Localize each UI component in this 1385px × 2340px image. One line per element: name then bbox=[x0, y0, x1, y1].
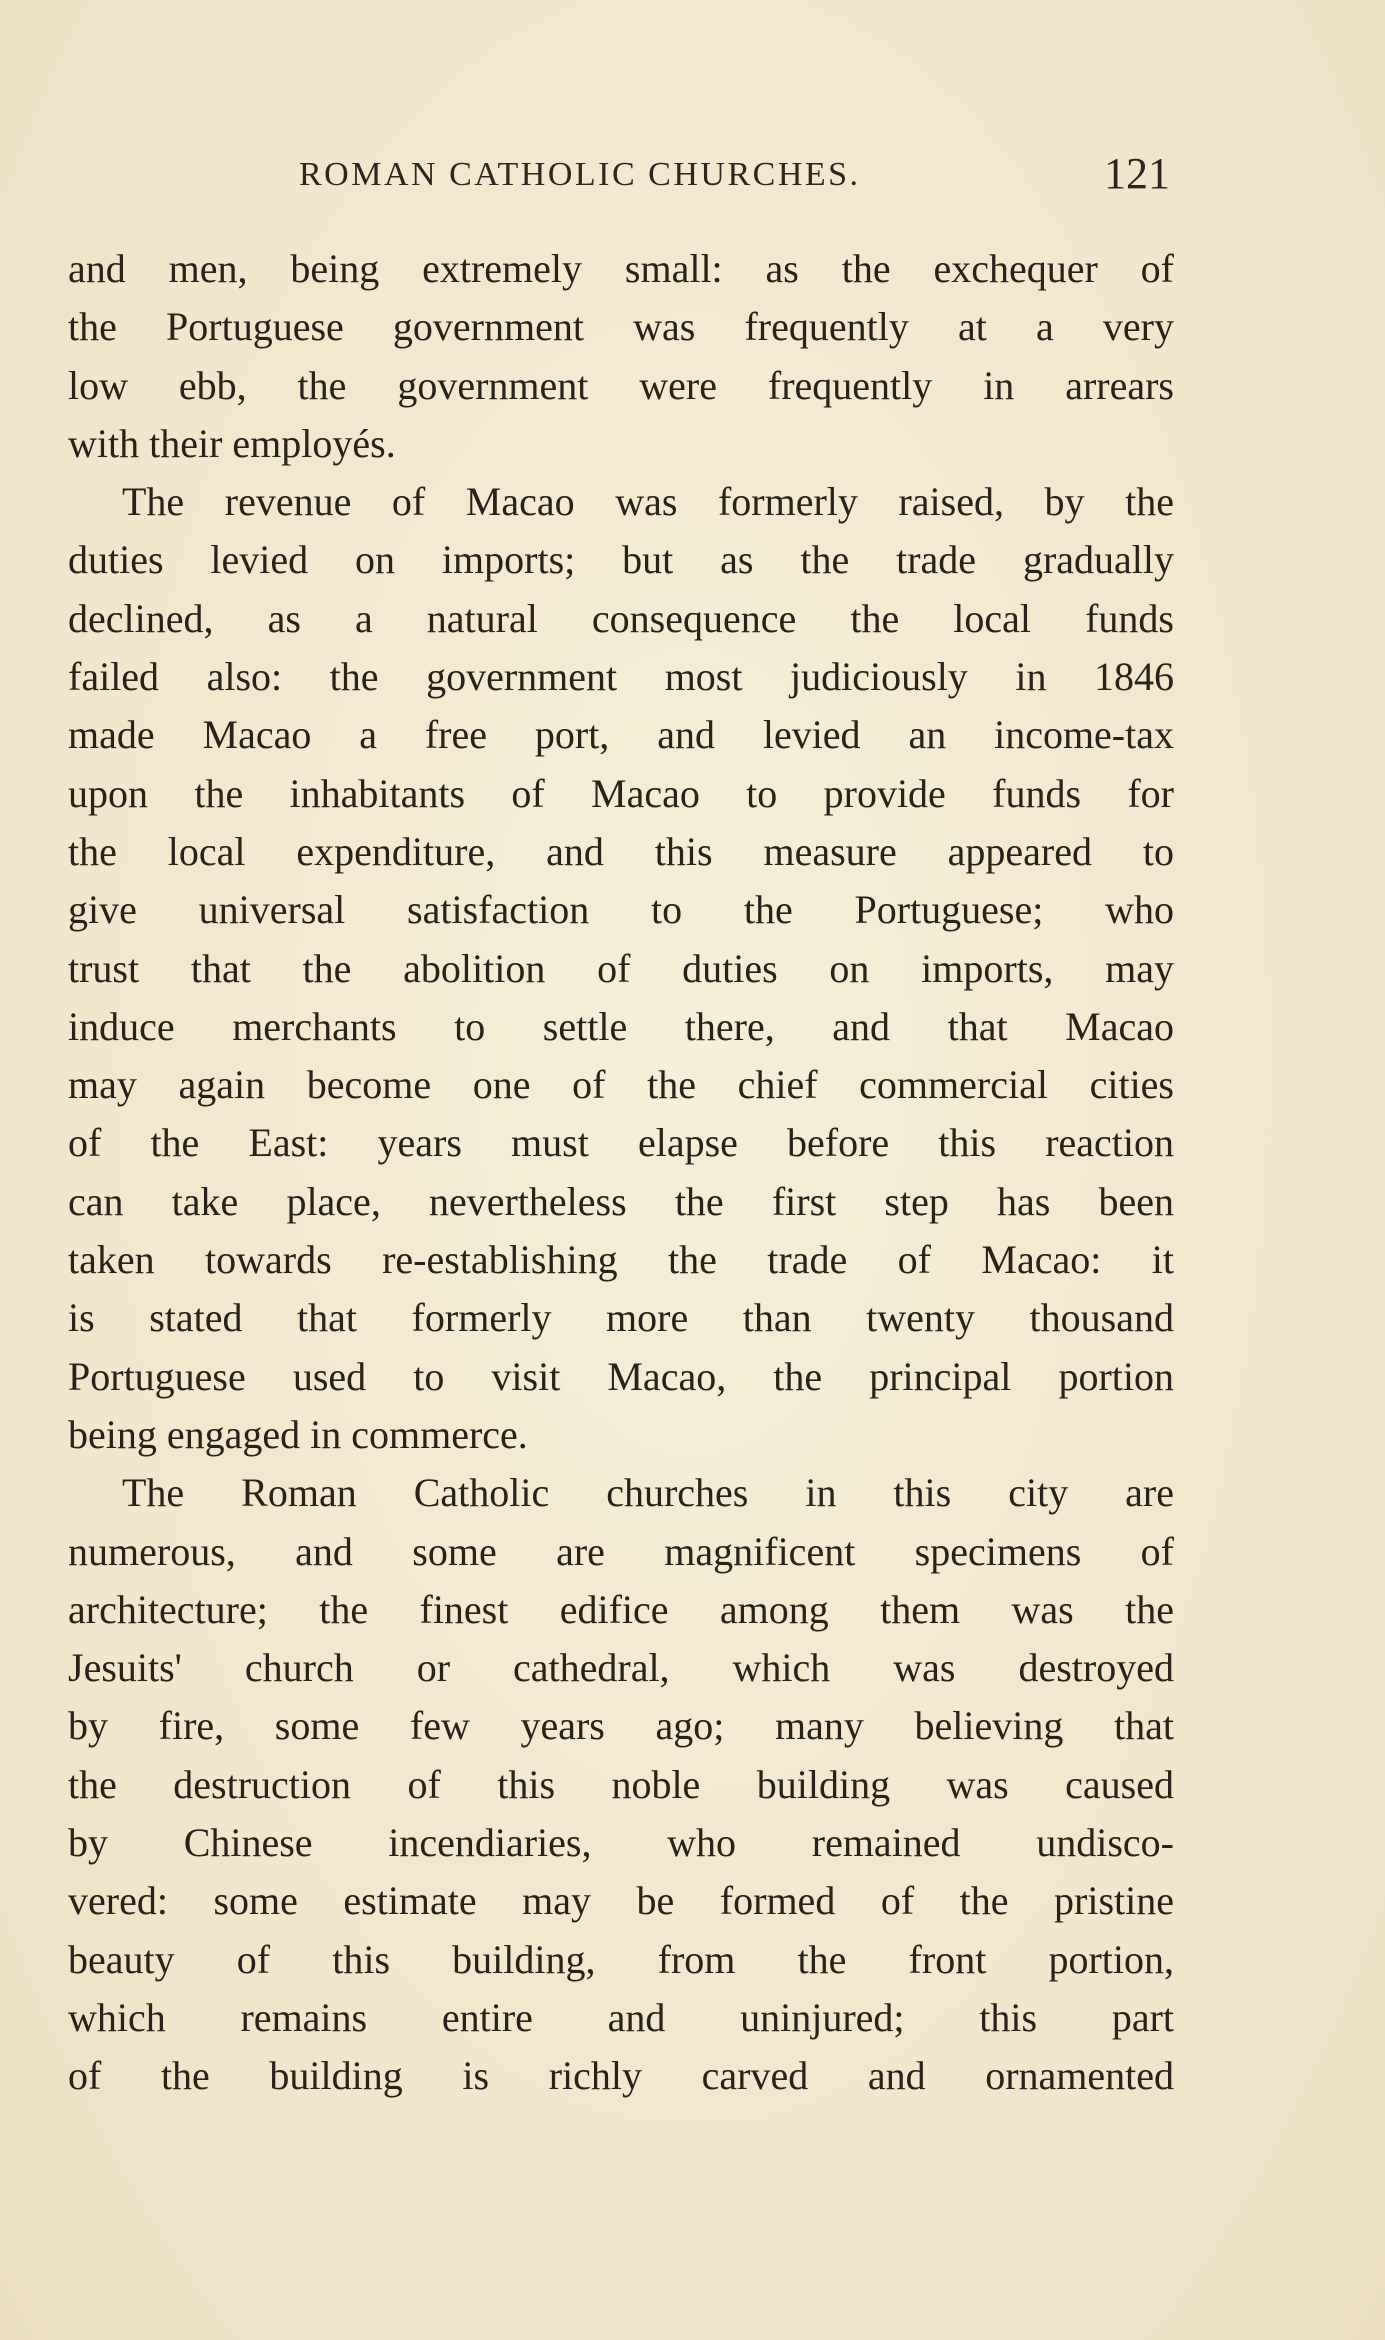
text-line: and men, being extremely small: as the exchequer of bbox=[68, 246, 1174, 291]
running-title: ROMAN CATHOLIC CHURCHES. bbox=[299, 156, 861, 193]
text-line: by fire, some few years ago; many believing that bbox=[68, 1703, 1174, 1749]
text-line: declined, as a natural consequence the local funds bbox=[68, 595, 1174, 641]
page-number: 121 bbox=[1104, 149, 1170, 198]
text-line: being engaged in commerce. bbox=[68, 1411, 528, 1457]
text-line: made Macao a free port, and levied an income-tax bbox=[68, 712, 1174, 758]
text-line: The revenue of Macao was formerly raised, by the bbox=[122, 479, 1174, 525]
text-line: give universal satisfaction to the Portuguese; who bbox=[68, 887, 1174, 933]
text-line: Jesuits' church or cathedral, which was destroyed bbox=[68, 1645, 1174, 1691]
text-line: of the East: years must elapse before this reaction bbox=[68, 1120, 1174, 1166]
text-line: vered: some estimate may be formed of the pristine bbox=[68, 1878, 1174, 1924]
text-line: low ebb, the government were frequently in arrears bbox=[68, 362, 1174, 408]
text-line: failed also: the government most judiciously in 1846 bbox=[68, 654, 1174, 700]
text-line: which remains entire and uninjured; this part bbox=[68, 1994, 1174, 2040]
text-line: induce merchants to settle there, and that Macao bbox=[68, 1003, 1174, 1049]
text-line: trust that the abolition of duties on imports, may bbox=[68, 945, 1174, 991]
text-line: with their employés. bbox=[68, 420, 396, 466]
text-line: by Chinese incendiaries, who remained undisco- bbox=[68, 1820, 1174, 1866]
text-line: the Portuguese government was frequently at a very bbox=[68, 304, 1174, 350]
text-line: of the building is richly carved and ornamented bbox=[68, 2053, 1174, 2099]
running-head bbox=[68, 148, 1170, 208]
text-line: numerous, and some are magnificent specimens of bbox=[68, 1528, 1174, 1574]
text-line: may again become one of the chief commercial cities bbox=[68, 1062, 1174, 1108]
text-line: beauty of this building, from the front portion, bbox=[68, 1936, 1174, 1982]
text-line: The Roman Catholic churches in this city are bbox=[122, 1470, 1174, 1516]
body-text bbox=[68, 240, 1174, 2106]
text-line: architecture; the finest edifice among them was the bbox=[68, 1586, 1174, 1632]
text-line: the destruction of this noble building was caused bbox=[68, 1761, 1174, 1807]
text-line: is stated that formerly more than twenty thousand bbox=[68, 1295, 1174, 1341]
text-line: can take place, nevertheless the first step has been bbox=[68, 1178, 1174, 1224]
text-line: duties levied on imports; but as the trade gradually bbox=[68, 537, 1174, 583]
text-line: upon the inhabitants of Macao to provide funds for bbox=[68, 770, 1174, 816]
text-line: taken towards re-establishing the trade of Macao: it bbox=[68, 1237, 1174, 1283]
text-line: Portuguese used to visit Macao, the principal portion bbox=[68, 1353, 1174, 1399]
text-line: the local expenditure, and this measure appeared to bbox=[68, 828, 1174, 874]
